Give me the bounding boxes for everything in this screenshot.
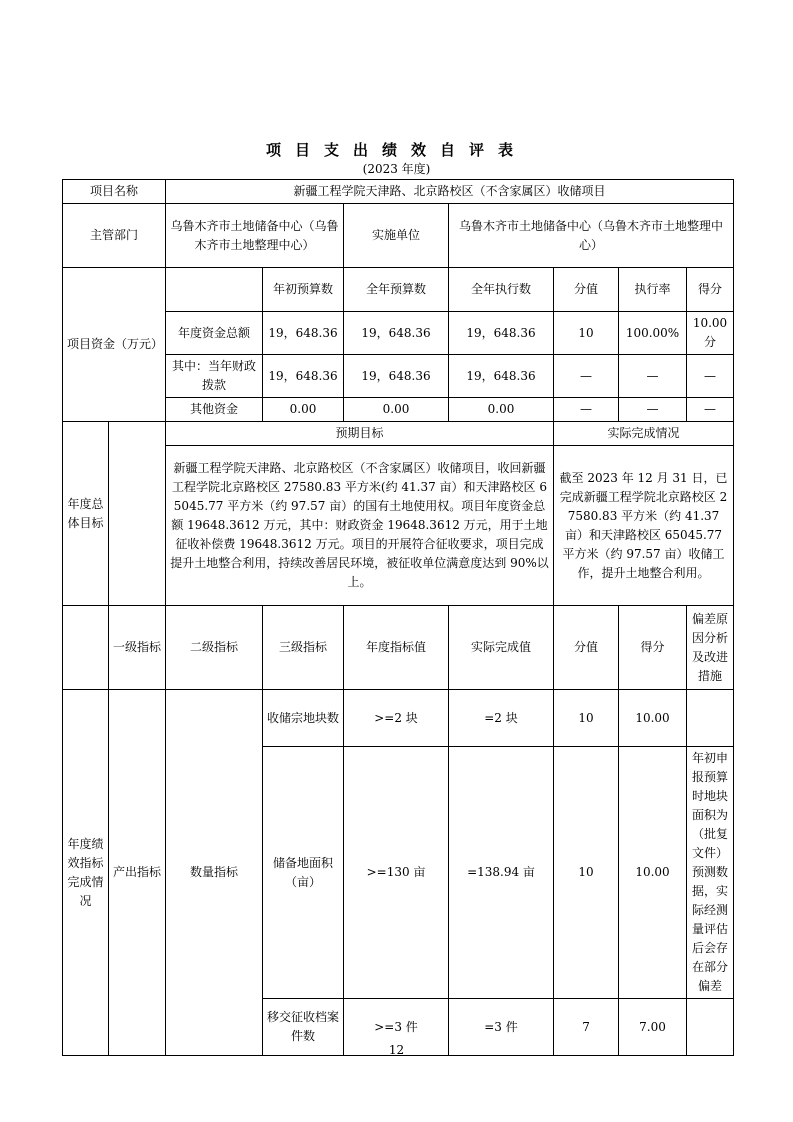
score-max: 10 — [554, 690, 619, 747]
funds-cell: — — [554, 398, 619, 422]
dept-value: 乌鲁木齐市土地储备中心（乌鲁木齐市土地整理中心） — [166, 204, 344, 268]
target-value: >=3 件 — [344, 999, 449, 1056]
deviation-note — [687, 690, 734, 747]
level1-indicator: 产出指标 — [109, 690, 166, 1056]
funds-cell: 19，648.36 — [449, 312, 554, 355]
level3-indicator: 移交征收档案件数 — [263, 999, 344, 1056]
score-max: 10 — [554, 747, 619, 999]
level3-indicator: 收储宗地块数 — [263, 690, 344, 747]
table-row — [63, 422, 734, 446]
impl-value: 乌鲁木齐市土地储备中心（乌鲁木齐市土地整理中心） — [449, 204, 734, 268]
page-number: 12 — [388, 1043, 405, 1057]
funds-cell: 19，648.36 — [263, 355, 344, 398]
funds-cell: 10.00 分 — [687, 312, 734, 355]
table-row — [63, 606, 734, 690]
table-row — [63, 690, 734, 747]
funds-cell: — — [687, 355, 734, 398]
funds-header-cell: 年初预算数 — [263, 268, 344, 312]
expected-goal-header: 预期目标 — [166, 422, 554, 446]
funds-row-label: 其他资金 — [166, 398, 263, 422]
funds-row-label: 年度资金总额 — [166, 312, 263, 355]
indicator-header-cell: 三级指标 — [263, 606, 344, 690]
table-row — [63, 180, 734, 204]
indicator-header-cell: 分值 — [554, 606, 619, 690]
funds-header-cell: 分值 — [554, 268, 619, 312]
funds-cell: 10 — [554, 312, 619, 355]
funds-header-cell: 全年预算数 — [344, 268, 449, 312]
funds-cell: 100.00% — [619, 312, 687, 355]
indicator-header-cell: 得分 — [619, 606, 687, 690]
actual-value: =3 件 — [449, 999, 554, 1056]
page-title: 项目支出绩效自评表 — [265, 141, 527, 159]
deviation-note: 年初申报预算时地块面积为（批复文件）预测数据，实际经测量评估后会存在部分偏差 — [687, 747, 734, 999]
indicator-header-cell: 二级指标 — [166, 606, 263, 690]
actual-result-text: 截至 2023 年 12 月 31 日，已完成新疆工程学院北京路校区 27580.83 平方米（约 41.37 亩）和天津路校区 65045.77 平方米（约 97.57 亩）收储工作，提升土地整合利用。 — [554, 446, 734, 606]
actual-value: =2 块 — [449, 690, 554, 747]
funds-cell: 0.00 — [449, 398, 554, 422]
indicator-header-cell: 实际完成值 — [449, 606, 554, 690]
funds-label: 项目资金（万元） — [63, 268, 166, 422]
funds-cell: 19，648.36 — [344, 312, 449, 355]
funds-cell: — — [619, 398, 687, 422]
dept-label: 主管部门 — [63, 204, 166, 268]
impl-label: 实施单位 — [344, 204, 449, 268]
funds-header-cell: 得分 — [687, 268, 734, 312]
funds-cell: — — [687, 398, 734, 422]
indicator-header-cell: 偏差原因分析及改进措施 — [687, 606, 734, 690]
table-row — [63, 204, 734, 268]
target-value: >=130 亩 — [344, 747, 449, 999]
score: 10.00 — [619, 747, 687, 999]
funds-cell: 0.00 — [263, 398, 344, 422]
indicator-header-blank — [63, 606, 109, 690]
table-row — [63, 268, 734, 312]
funds-header-cell: 执行率 — [619, 268, 687, 312]
indicator-header-cell: 年度指标值 — [344, 606, 449, 690]
funds-cell: 19，648.36 — [449, 355, 554, 398]
funds-header-blank — [166, 268, 263, 312]
score: 10.00 — [619, 690, 687, 747]
funds-cell: — — [554, 355, 619, 398]
goals-spacer — [109, 422, 166, 606]
funds-cell: 19，648.36 — [263, 312, 344, 355]
project-name-value: 新疆工程学院天津路、北京路校区（不含家属区）收储项目 — [166, 180, 734, 204]
funds-cell: 19，648.36 — [344, 355, 449, 398]
target-value: >=2 块 — [344, 690, 449, 747]
score-max: 7 — [554, 999, 619, 1056]
indicator-section-label: 年度绩效指标完成情况 — [63, 690, 109, 1056]
funds-cell: — — [619, 355, 687, 398]
page-subtitle-year: (2023 年度) — [362, 162, 431, 176]
goals-label: 年度总体目标 — [63, 422, 109, 606]
level2-indicator: 数量指标 — [166, 690, 263, 1056]
score: 7.00 — [619, 999, 687, 1056]
indicator-header-cell: 一级指标 — [109, 606, 166, 690]
project-name-label: 项目名称 — [63, 180, 166, 204]
expected-goal-text: 新疆工程学院天津路、北京路校区（不含家属区）收储项目，收回新疆工程学院北京路校区 27580.83 平方米(约 41.37 亩）和天津路校区 65045.77 平方米（约 97.57 亩）的国有土地使用权。项目年度资金总额 19648.3612 万元，其中：财政资金 19648.3612 万元，用于土地征收补偿费 19648.3612 万元。项目的开展符合征收要求，项目完成提升土地整合利用，持续改善居民环境，被征收单位满意度达到 90%以上。 — [166, 446, 554, 606]
self-evaluation-table — [62, 179, 734, 1056]
level3-indicator: 储备地面积（亩） — [263, 747, 344, 999]
funds-row-label: 其中：当年财政拨款 — [166, 355, 263, 398]
actual-result-header: 实际完成情况 — [554, 422, 734, 446]
funds-header-cell: 全年执行数 — [449, 268, 554, 312]
funds-cell: 0.00 — [344, 398, 449, 422]
actual-value: =138.94 亩 — [449, 747, 554, 999]
